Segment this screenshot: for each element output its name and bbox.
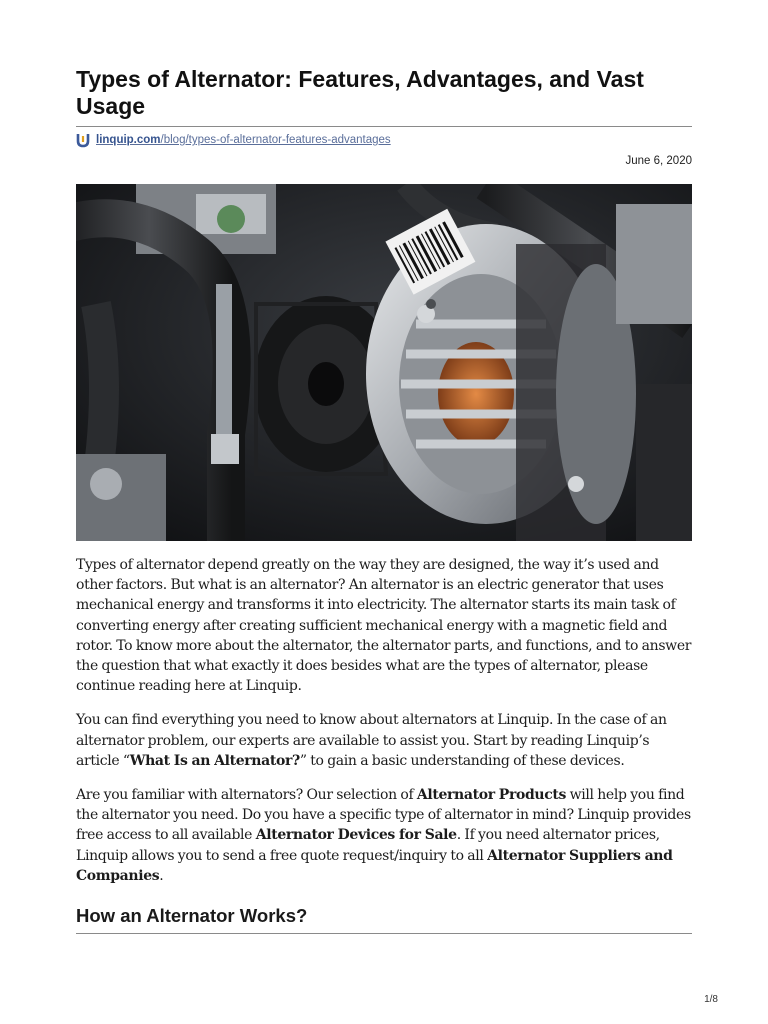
link-alternator-devices-for-sale[interactable]: Alternator Devices for Sale — [255, 827, 457, 844]
text-span: . If you need alternator prices, Linquip allows you to send a free quote request/inquiry to all — [76, 827, 660, 864]
text-span: will help you find the alternator you need. Do you have a specific type of alternator in mind? Linquip provides free access to all available — [76, 787, 691, 844]
link-what-is-alternator[interactable]: What Is an Alternator? — [129, 752, 300, 769]
source-path: /blog/types-of-alternator-features-advantages — [160, 134, 391, 146]
source-host: linquip.com — [96, 134, 161, 146]
paragraph-linquip — [76, 710, 692, 771]
alternator-engine-photo — [76, 184, 692, 541]
text-span: ” to gain a basic understanding of these devices. — [299, 752, 625, 769]
paragraph-intro: Types of alternator depend greatly on the way they are designed, the way it’s used and other factors. But what is an alternator? An alternator is an electric generator that uses mechanical energy and transforms it into electricity. The alternator starts its main task of converting energy after creating sufficient mechanical energy with a magnetic field and rotor. To know more about the alternator, the alternator parts, and functions, and to answer the question that what exactly it does besides what are the types of alternator, please continue reading here at Linquip. — [76, 557, 692, 695]
title-divider — [76, 126, 692, 127]
text-span: . — [159, 867, 164, 884]
section-heading: How an Alternator Works? — [76, 905, 308, 926]
section-divider — [76, 933, 692, 934]
paragraph-products — [76, 785, 692, 886]
publish-date: June 6, 2020 — [625, 155, 692, 167]
page-number: 1/8 — [704, 994, 718, 1005]
link-alternator-products[interactable]: Alternator Products — [416, 787, 567, 804]
source-line — [76, 131, 391, 149]
source-link[interactable] — [96, 134, 391, 146]
linquip-logo-icon — [76, 132, 90, 148]
text-span: You can find everything you need to know about alternators at Linquip. In the case of an alternator problem, our experts are available to assist you. Start by reading Linquip’s article “ — [76, 712, 667, 769]
article-body — [76, 555, 692, 900]
link-alternator-suppliers[interactable]: Alternator Suppliers and Companies — [76, 847, 673, 884]
text-span: Are you familiar with alternators? Our selection of — [76, 787, 417, 804]
page-title: Types of Alternator: Features, Advantages, and Vast Usage — [76, 66, 644, 119]
